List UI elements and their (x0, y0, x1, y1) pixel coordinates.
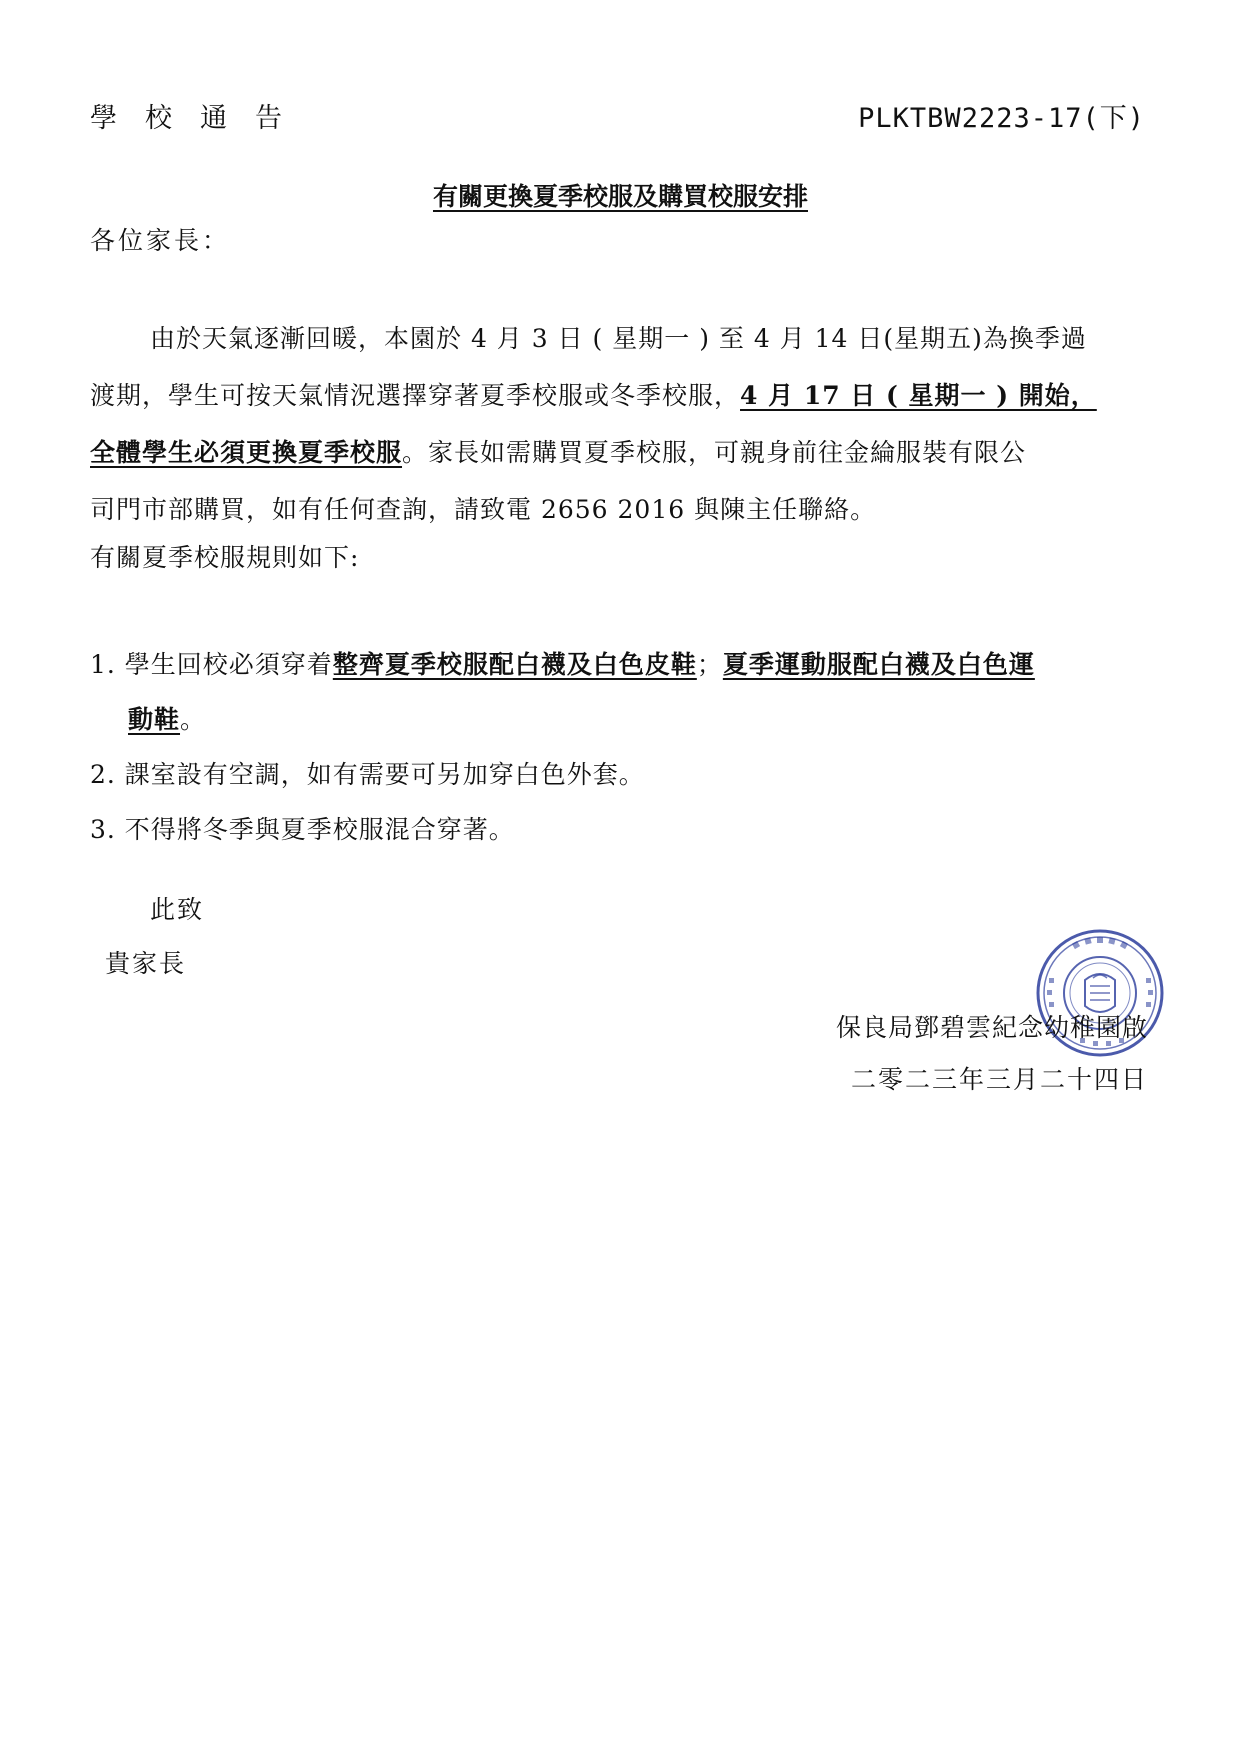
rule-1-sportswear-emphasis-cont: 動鞋 (128, 705, 181, 734)
body-line-4: 司門市部購買，如有任何查詢，請致電 2656 2016 與陳主任聯絡。 (90, 495, 877, 524)
rule-1 (90, 637, 1035, 692)
rule-1-uniform-emphasis: 整齊夏季校服配白襪及白色皮鞋 (332, 650, 697, 679)
rule-3: 3. 不得將冬季與夏季校服混合穿著。 (90, 815, 515, 844)
body-line-2-text: 渡期，學生可按天氣情況選擇穿著夏季校服或冬季校服， (90, 381, 741, 410)
rules-list (90, 637, 1035, 857)
rules-intro: 有關夏季校服規則如下: (90, 543, 360, 572)
body-paragraph (90, 310, 1152, 538)
mandatory-change-emphasis: 全體學生必須更換夏季校服 (90, 438, 403, 467)
notice-title: 有關更換夏季校服及購買校服安排 (432, 182, 808, 211)
salutation: 各位家長： (90, 226, 231, 255)
notice-label: 學校通告 (90, 103, 310, 134)
body-line-1: 由於天氣逐漸回暖，本園於 4 月 3 日 ( 星期一 ) 至 4 月 14 日(星期五)為換季過 (150, 324, 1087, 353)
closing-line-1: 此致 (150, 895, 205, 924)
body-line-3-text: 。家長如需購買夏季校服，可親身前往金綸服裝有限公 (402, 438, 1027, 467)
signature-organization: 保良局鄧碧雲紀念幼稚園啟 (835, 1013, 1148, 1042)
start-date-emphasis: 4 月 17 日 ( 星期一 ) 開始， (740, 381, 1097, 410)
rule-1-continued (90, 692, 1035, 747)
rule-1-text: 1. 學生回校必須穿着 (90, 650, 333, 679)
closing-line-2: 貴家長 (105, 949, 187, 978)
body-line-3 (90, 424, 1152, 481)
body-line-2 (90, 367, 1152, 424)
rule-2: 2. 課室設有空調，如有需要可另加穿白色外套。 (90, 760, 645, 789)
signature-date: 二零二三年三月二十四日 (850, 1065, 1148, 1094)
rule-1-sportswear-emphasis: 夏季運動服配白襪及白色運 (722, 650, 1035, 679)
rule-1-separator: ； (696, 650, 723, 679)
reference-number: PLKTBW2223-17(下) (858, 103, 1145, 134)
rule-1-end: 。 (180, 705, 207, 734)
